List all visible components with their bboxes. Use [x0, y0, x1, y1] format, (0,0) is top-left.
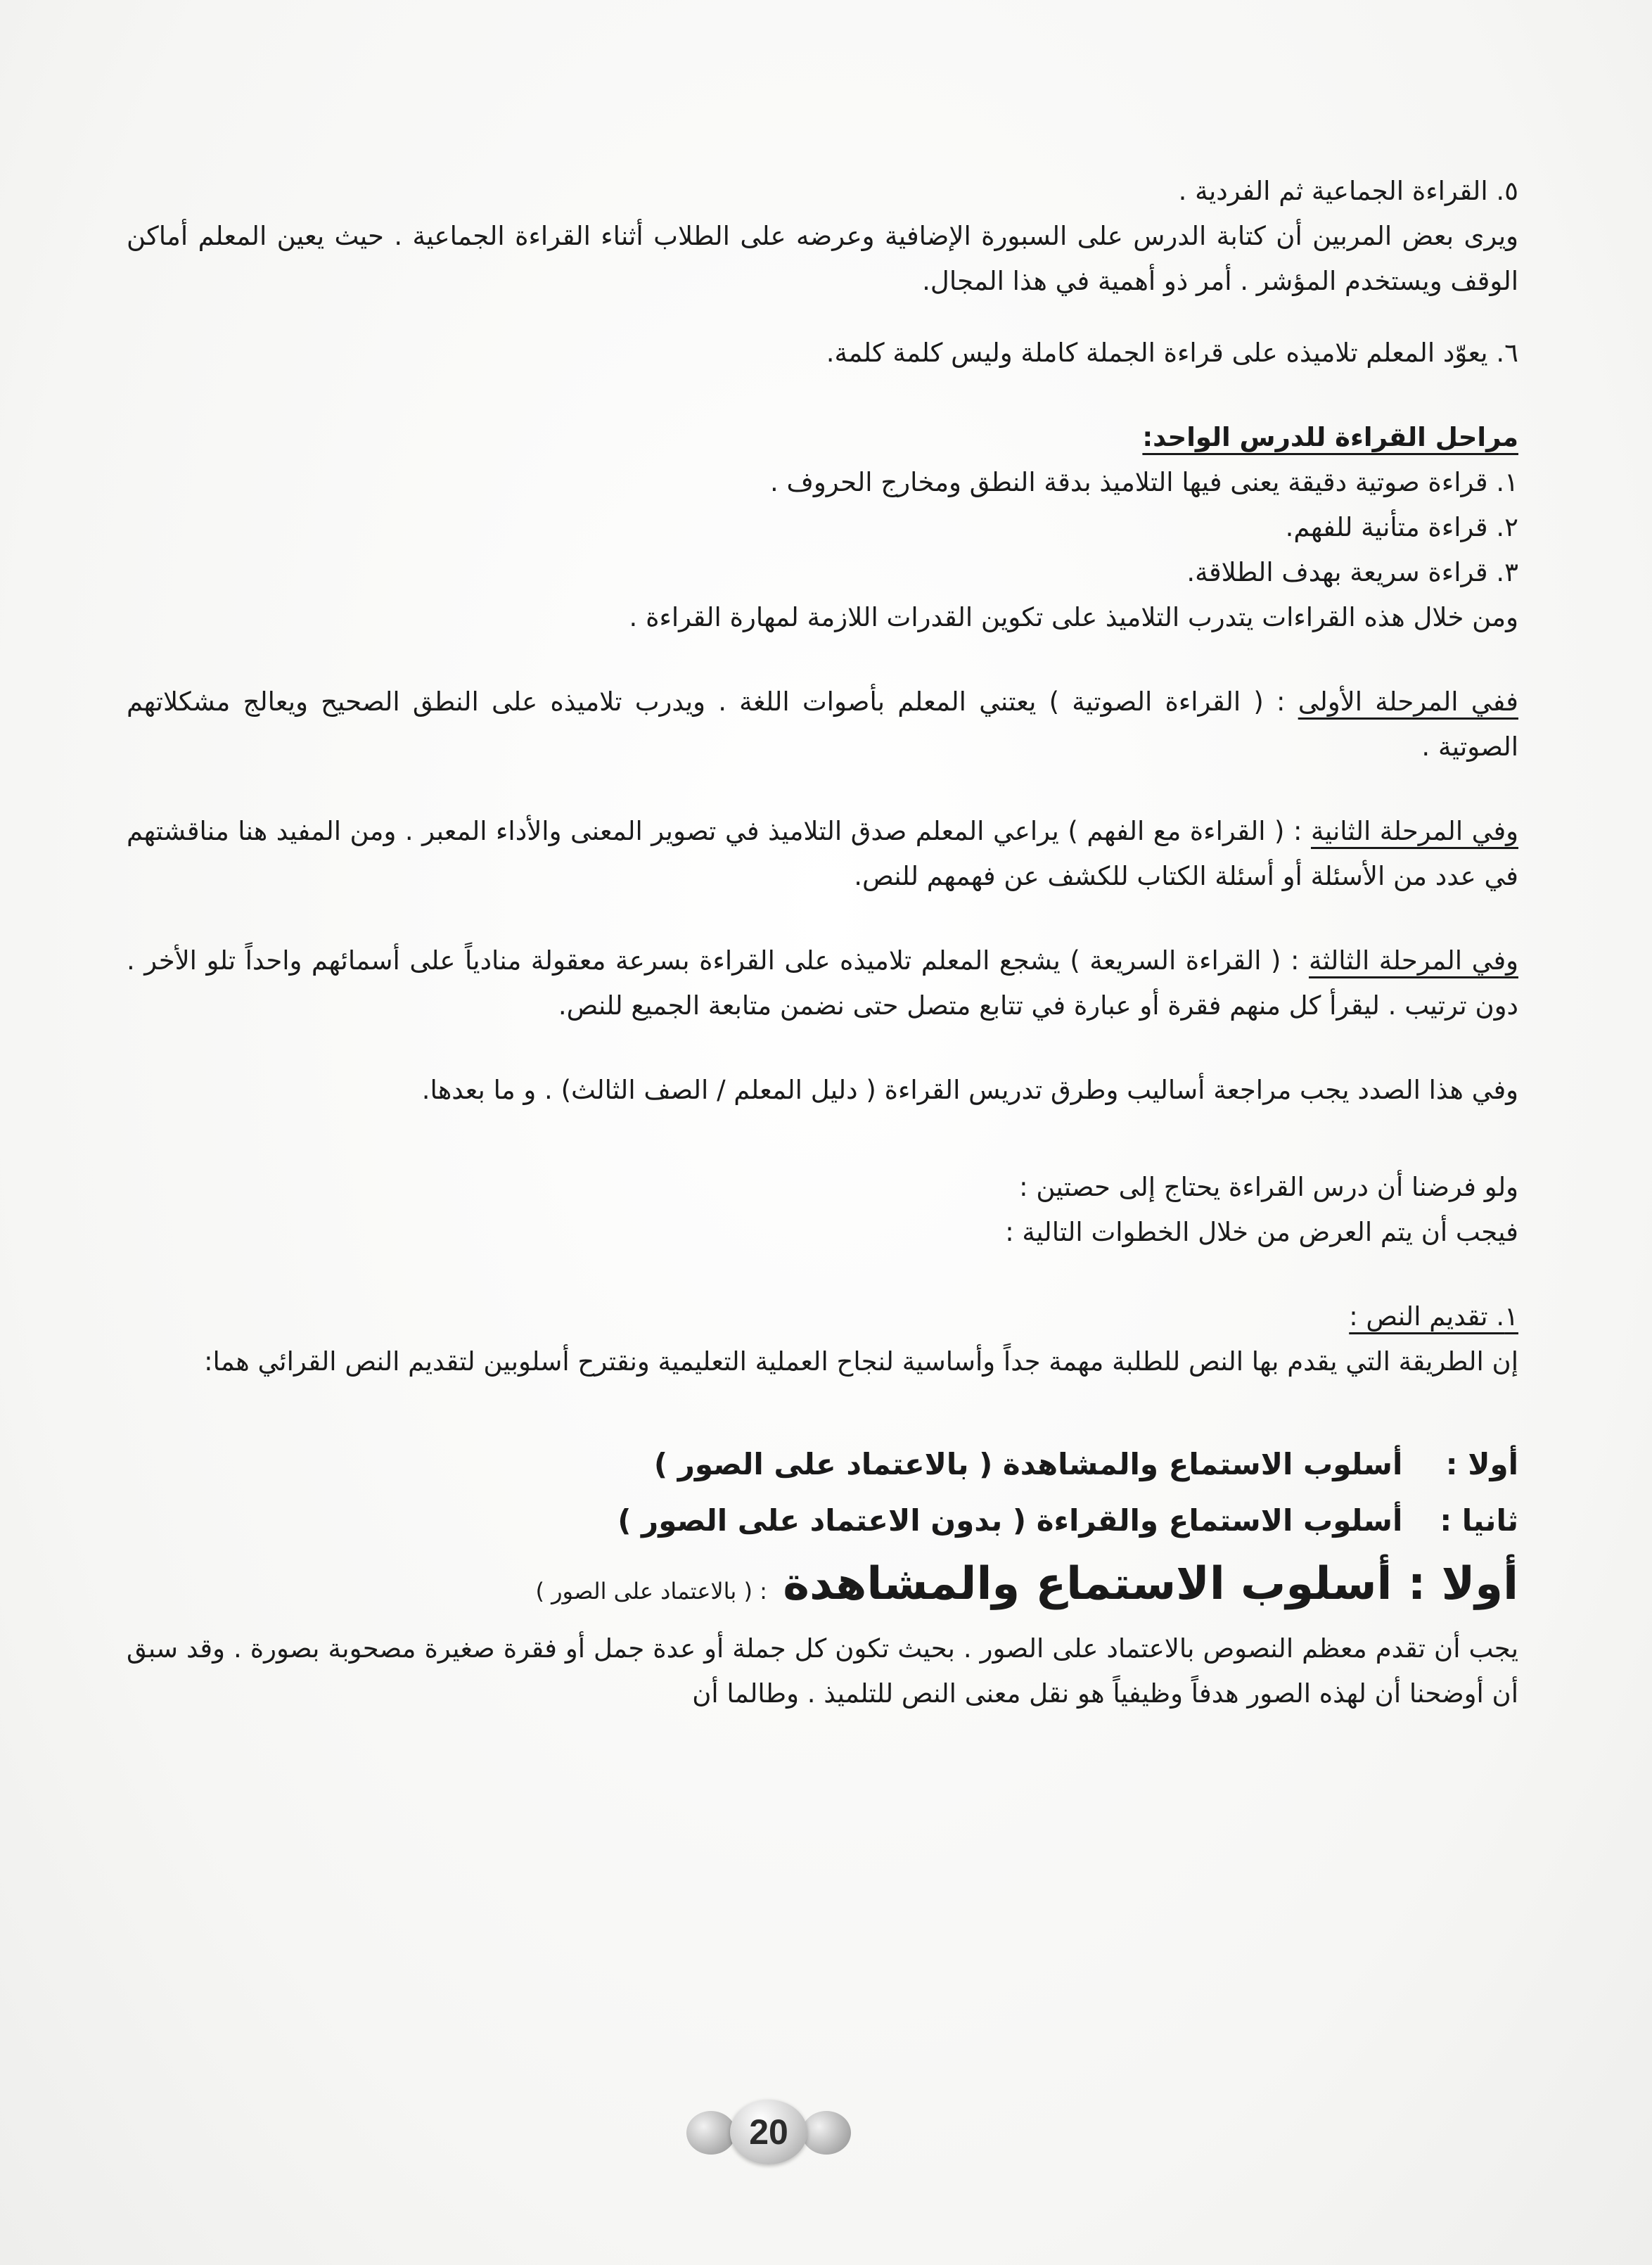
stage-1: ١. قراءة صوتية دقيقة يعنى فيها التلاميذ بدقة النطق ومخارج الحروف . [769, 467, 1518, 497]
badge-left-ornament [686, 2111, 736, 2155]
option-2 [127, 1493, 1518, 1549]
page-number-badge [681, 2100, 857, 2164]
page-content [127, 169, 1518, 1716]
phase-3 [127, 938, 1518, 1028]
closing-paragraph: يجب أن تقدم معظم النصوص بالاعتماد على الصور . بحيث تكون كل جملة أو عدة جمل أو فقرة صغيرة مصحوبة بصورة . وقد سبق أن أوضحنا أن لهذه الصور هدفاً وظيفياً هو نقل معنى النص للتلميذ . وطالما أن [127, 1633, 1518, 1709]
item-6: ٦. يعوّد المعلم تلاميذه على قراءة الجملة كاملة وليس كلمة كلمة. [826, 338, 1518, 368]
stages-summary: ومن خلال هذه القراءات يتدرب التلاميذ على تكوين القدرات اللازمة لمهارة القراءة . [629, 602, 1518, 632]
option-1-text: أسلوب الاستماع والمشاهدة ( بالاعتماد على الصور ) [653, 1447, 1403, 1481]
presentation-options [127, 1436, 1518, 1549]
phase-1-text: : ( القراءة الصوتية ) يعتني المعلم بأصوات اللغة . ويدرب تلاميذه على النطق الصحيح ويعالج مشكلاتهم الصوتية . [127, 687, 1518, 762]
option-1-label: أولا : [1445, 1447, 1518, 1481]
two-sessions: ولو فرضنا أن درس القراءة يحتاج إلى حصتين : [1019, 1172, 1518, 1202]
steps-intro: فيجب أن يتم العرض من خلال الخطوات التالية : [1005, 1217, 1518, 1247]
item-5-body: ويرى بعض المربين أن كتابة الدرس على السبورة الإضافية وعرضه على الطلاب أثناء القراءة الجماعية . حيث يعين المعلم أماكن الوقف ويستخدم المؤشر . أمر ذو أهمية في هذا المجال. [127, 221, 1518, 296]
badge-right-ornament [802, 2111, 851, 2155]
section-title [127, 1549, 1518, 1626]
step-1-text: إن الطريقة التي يقدم بها النص للطلبة مهمة جداً وأساسية لنجاح العملية التعليمية ونقترح أسلوبين لتقديم النص القرائي هما: [204, 1346, 1518, 1377]
phase-2-text: : ( القراءة مع الفهم ) يراعي المعلم صدق التلاميذ في تصوير المعنى والأداء المعبر . ومن المفيد هنا مناقشتهم في عدد من الأسئلة أو أسئلة الكتاب للكشف عن فهمهم للنص. [127, 816, 1518, 891]
section-title-text: أولا : أسلوب الاستماع والمشاهدة [783, 1558, 1518, 1610]
stage-3: ٣. قراءة سريعة بهدف الطلاقة. [1186, 557, 1518, 587]
phase-2 [127, 809, 1518, 899]
phase-1 [127, 680, 1518, 770]
item-5-title: ٥. القراءة الجماعية ثم الفردية . [1178, 176, 1518, 206]
phase-2-label: وفي المرحلة الثانية [1310, 816, 1519, 846]
step-1-label: ١. تقديم النص : [1349, 1301, 1518, 1332]
stage-2: ٢. قراءة متأنية للفهم. [1285, 512, 1518, 542]
option-2-text: أسلوب الاستماع والقراءة ( بدون الاعتماد على الصور ) [617, 1503, 1403, 1538]
option-2-label: ثانيا : [1440, 1503, 1518, 1538]
stages-heading: مراحل القراءة للدرس الواحد: [1142, 422, 1518, 452]
option-1 [127, 1436, 1518, 1493]
phase-3-label: وفي المرحلة الثالثة [1308, 945, 1518, 976]
section-note: : ( بالاعتماد على الصور ) [535, 1578, 767, 1604]
page-number: 20 [730, 2100, 807, 2164]
phase-3-text: : ( القراءة السريعة ) يشجع المعلم تلاميذه على القراءة بسرعة معقولة منادياً على أسمائهم واحداً تلو الأخر . دون ترتيب . ليقرأ كل منهم فقرة أو عبارة في تتابع متصل حتى نضمن متابعة الجميع للنص. [127, 945, 1518, 1021]
phase-1-label: ففي المرحلة الأولى [1298, 687, 1518, 717]
reference-note: وفي هذا الصدد يجب مراجعة أساليب وطرق تدريس القراءة ( دليل المعلم / الصف الثالث) . و ما بعدها. [421, 1075, 1518, 1105]
